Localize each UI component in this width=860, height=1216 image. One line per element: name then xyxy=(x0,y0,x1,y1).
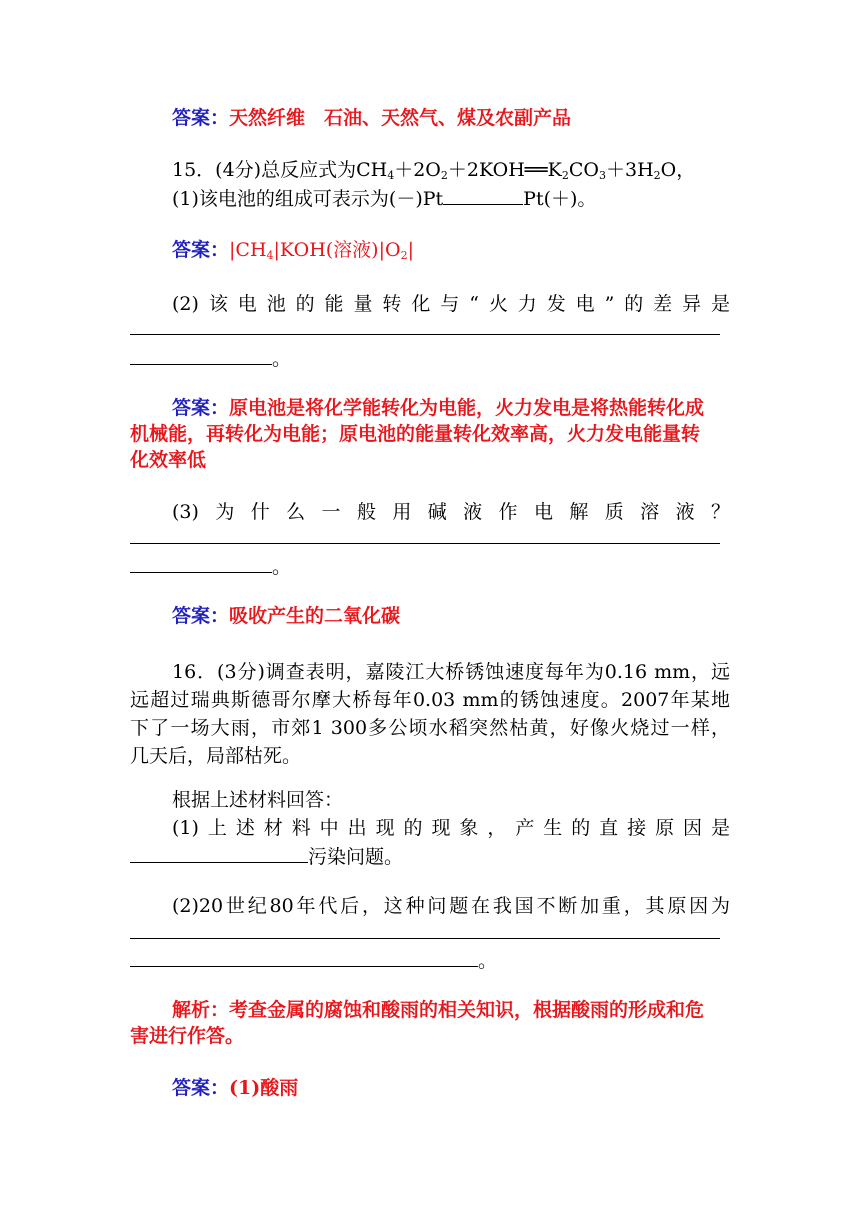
q15-stem: 15．(4分)总反应式为$CH_4+2O_2+2KOH══K_2CO_3+3H_2O$， xyxy=(172,159,696,182)
q15-answer-3: 答案：吸收产生的二氧化碳 xyxy=(172,605,401,627)
answer-line-1 xyxy=(130,104,730,132)
answer-rule[interactable] xyxy=(130,543,720,544)
q15-part3: (3)为什么一般用碱液作电解质溶液？ xyxy=(172,501,730,523)
q16-line-2: 远超过瑞典斯德哥尔摩大桥每年0.03 mm的锈蚀速度。2007年某地 xyxy=(130,689,730,711)
q16-part1: (1)上述材料中出现的现象，产生的直接原因是 xyxy=(172,817,730,839)
q15-answer-2-l3: 化效率低 xyxy=(130,449,207,471)
answer-label: 答案： xyxy=(172,107,230,129)
fill-blank[interactable] xyxy=(130,946,478,967)
q15-part3-blank: 。 xyxy=(130,552,730,581)
answer-rule[interactable] xyxy=(130,334,720,335)
q16-part1-blank: 污染问题。 xyxy=(130,842,730,871)
q16-line-1: 16．(3分)调查表明，嘉陵江大桥锈蚀速度每年为0.16 mm，远 xyxy=(172,661,730,683)
answer-rule[interactable] xyxy=(130,938,720,939)
q16-answer: 答案：(1)酸雨 xyxy=(172,1077,299,1099)
fill-blank[interactable] xyxy=(130,552,272,573)
q15-part2-blank: 。 xyxy=(130,344,730,373)
q16-line-4: 几天后，局部枯死。 xyxy=(130,745,302,767)
q15-answer-1: 答案：$|CH_4|KOH$(溶液)$|O_2|$ xyxy=(172,239,414,262)
q15-part1: (1)该电池的组成可表示为(－)Pt Pt(＋)。 xyxy=(172,184,772,213)
q16-part2: (2)20世纪80年代后，这种问题在我国不断加重，其原因为 xyxy=(172,895,730,917)
fill-blank[interactable] xyxy=(130,842,308,863)
q15-part2: (2)该电池的能量转化与“火力发电”的差异是 xyxy=(172,293,730,315)
q16-line-3: 下了一场大雨，市郊1 300多公顷水稻突然枯黄，好像火烧过一样， xyxy=(130,717,730,739)
q15-answer-2-l2: 机械能，再转化为电能；原电池的能量转化效率高，火力发电能量转 xyxy=(130,423,701,445)
q15-answer-2-l1: 答案：原电池是将化学能转化为电能，火力发电是将热能转化成 xyxy=(172,397,705,419)
answer-text: 天然纤维 石油、天然气、煤及农副产品 xyxy=(229,107,572,129)
q16-explanation-l1: 解析：考查金属的腐蚀和酸雨的相关知识，根据酸雨的形成和危 xyxy=(172,999,705,1021)
q16-explanation-l2: 害进行作答。 xyxy=(130,1025,245,1047)
fill-blank[interactable] xyxy=(443,184,523,205)
q16-intro: 根据上述材料回答： xyxy=(172,789,344,811)
q16-part2-blank: 。 xyxy=(130,946,730,975)
fill-blank[interactable] xyxy=(130,344,272,365)
